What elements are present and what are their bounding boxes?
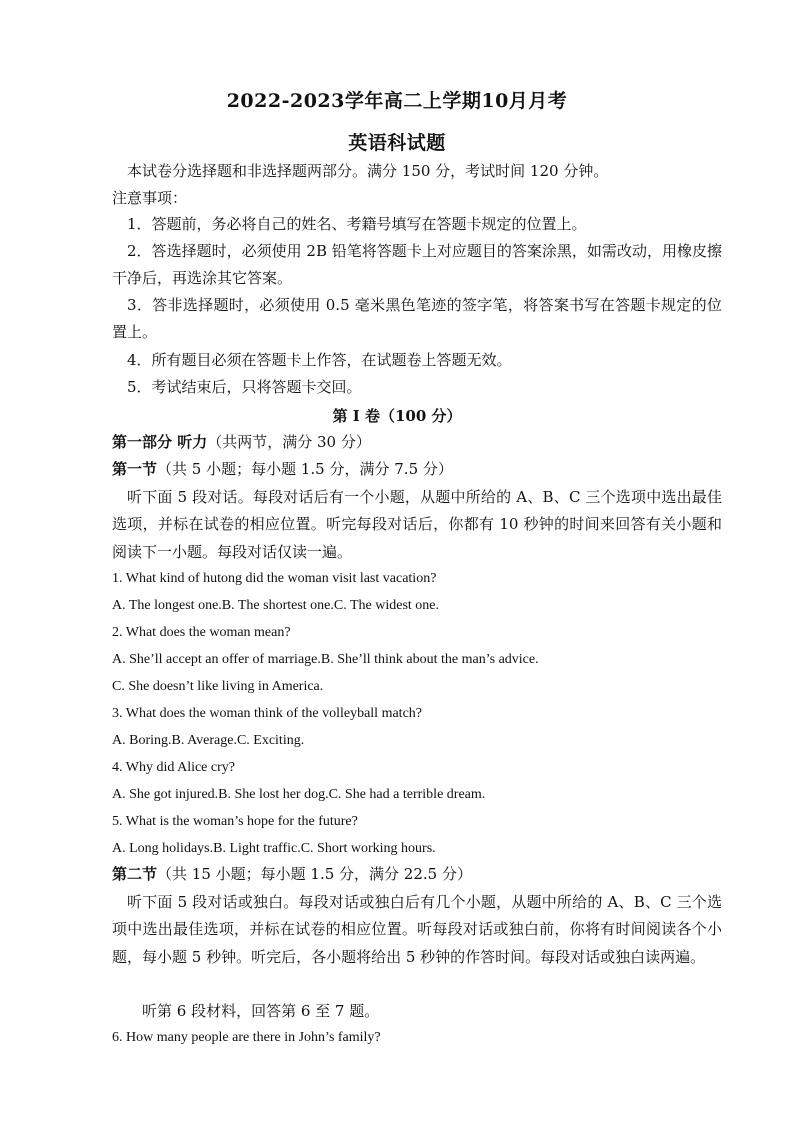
part1-label: 第一部分 听力: [112, 433, 208, 451]
part1-heading: [112, 432, 722, 452]
note-item: 2．答选择题时，必须使用 2B 铅笔将答题卡上对应题目的答案涂黑，如需改动，用橡皮擦干净后，再选涂其它答案。: [112, 242, 722, 288]
section1-heading: [112, 459, 722, 479]
question-options: A. Boring.B. Average.C. Exciting.: [112, 733, 305, 748]
question-options: C. She doesn’t like living in America.: [112, 679, 324, 694]
question-text: 4. Why did Alice cry?: [112, 760, 235, 775]
section2-heading: [112, 864, 722, 884]
note-item: 4．所有题目必须在答题卡上作答，在试题卷上答题无效。: [127, 351, 512, 369]
note-item: 1．答题前，务必将自己的姓名、考籍号填写在答题卡规定的位置上。: [127, 215, 587, 233]
note-item: 3．答非选择题时，必须使用 0.5 毫米黑色笔迹的签字笔，将答案书写在答题卡规定的位置上。: [112, 296, 722, 342]
question-text: 3. What does the woman think of the volleyball match?: [112, 706, 422, 721]
question-text: 1. What kind of hutong did the woman visit last vacation?: [112, 571, 437, 586]
section2-detail: （共 15 小题；每小题 1.5 分，满分 22.5 分）: [157, 865, 472, 883]
part1-detail: （共两节，满分 30 分）: [207, 433, 371, 451]
question-options: A. Long holidays.B. Light traffic.C. Short working hours.: [112, 841, 436, 856]
intro-text: 本试卷分选择题和非选择题两部分。满分 150 分，考试时间 120 分钟。: [127, 162, 609, 180]
note-item: 5．考试结束后，只将答题卡交回。: [127, 378, 362, 396]
question-text: 2. What does the woman mean?: [112, 625, 291, 640]
volume-heading: 第 I 卷（100 分）: [332, 407, 462, 425]
question-text: 5. What is the woman’s hope for the future?: [112, 814, 358, 829]
section2-instruction: 听下面 5 段对话或独白。每段对话或独白后有几个小题，从题中所给的 A、B、C 三个选项中选出最佳选项，并标在试卷的相应位置。听每段对话或独白前，你将有时间阅读各个小题，每小题 5 秒钟。听完后，各小题将给出 5 秒钟的作答时间。每段对话或独白读两遍。: [112, 893, 722, 966]
question-options: A. The longest one.B. The shortest one.C. The widest one.: [112, 598, 440, 613]
page-title: 2022-2023学年高二上学期10月月考: [226, 90, 568, 112]
question-options: A. She’ll accept an offer of marriage.B. She’ll think about the man’s advice.: [112, 652, 539, 667]
section2-label: 第二节: [112, 865, 158, 883]
page-subtitle: 英语科试题: [348, 132, 446, 154]
section1-label: 第一节: [112, 460, 158, 478]
section1-detail: （共 5 小题；每小题 1.5 分，满分 7.5 分）: [157, 460, 453, 478]
notes-heading: 注意事项：: [112, 189, 188, 207]
section1-instruction: 听下面 5 段对话。每段对话后有一个小题，从题中所给的 A、B、C 三个选项中选出最佳选项，并标在试卷的相应位置。听完每段对话后，你都有 10 秒钟的时间来回答有关小题和阅读下一小题。每段对话仅读一遍。: [112, 488, 722, 561]
question-options: A. She got injured.B. She lost her dog.C. She had a terrible dream.: [112, 787, 486, 802]
section2-subheading: 听第 6 段材料，回答第 6 至 7 题。: [142, 1002, 380, 1020]
question-text: 6. How many people are there in John’s family?: [112, 1030, 381, 1045]
